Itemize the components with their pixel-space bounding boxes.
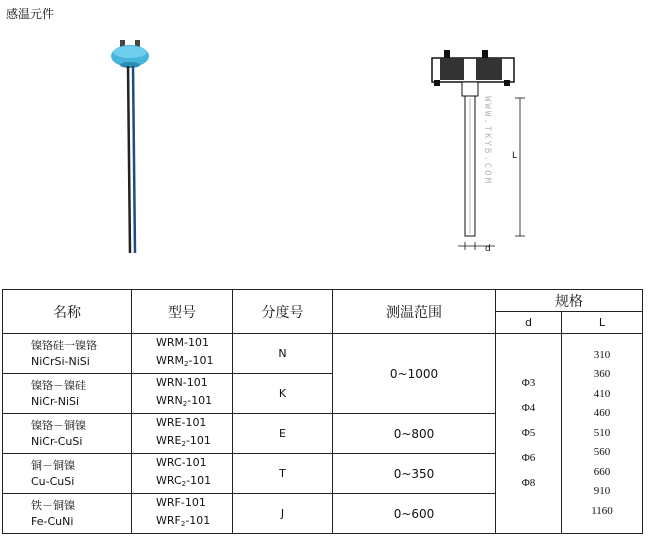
model-cell: WRN-101 $WRN_2-101$ <box>132 374 233 414</box>
name-cell: 镍铬硅一镍铬 NiCrSi-NiSi <box>3 334 132 374</box>
range-cell: 0~350 <box>333 454 496 494</box>
watermark: WWW.TKYB.COM <box>482 96 492 186</box>
grade-cell: T <box>233 454 333 494</box>
d-value: Φ8 <box>521 477 536 489</box>
dimension-label-L: L <box>512 151 518 161</box>
model-cell: WRC-101 $WRC_2-101$ <box>132 454 233 494</box>
d-values-cell <box>496 334 562 534</box>
name-cell: 铜－铜镍 Cu-CuSi <box>3 454 132 494</box>
L-value: 510 <box>593 426 611 439</box>
range-cell: 0~1000 <box>333 334 496 414</box>
range-cell: 0~800 <box>333 414 496 454</box>
L-value: 910 <box>593 485 611 498</box>
header-range: 测温范围 <box>333 290 496 334</box>
name-cell: 镍铬－镍硅 NiCr-NiSi <box>3 374 132 414</box>
d-value: Φ4 <box>521 402 536 414</box>
header-spec: 规格 <box>496 290 643 312</box>
L-value: 660 <box>593 465 611 478</box>
table-row <box>3 334 643 374</box>
name-cell: 铁－铜镍 Fe-CuNi <box>3 494 132 534</box>
d-value: Φ3 <box>521 377 536 389</box>
L-value: 410 <box>593 387 611 400</box>
grade-cell: N <box>233 334 333 374</box>
L-values-cell <box>562 334 643 534</box>
header-name: 名称 <box>3 290 132 334</box>
page-heading: 感温元件 <box>6 7 55 21</box>
L-value: 310 <box>593 348 611 361</box>
L-value: 460 <box>593 407 611 420</box>
model-cell: WRE-101 $WRE_2-101$ <box>132 414 233 454</box>
d-value: Φ6 <box>521 452 536 464</box>
range-cell: 0~600 <box>333 494 496 534</box>
name-cell: 镍铬－铜镍 NiCr-CuSi <box>3 414 132 454</box>
d-value: Φ5 <box>521 427 536 439</box>
model-cell: WRF-101 $WRF_2-101$ <box>132 494 233 534</box>
header-grade: 分度号 <box>233 290 333 334</box>
dimension-label-d: d <box>485 244 491 254</box>
L-value: 1160 <box>591 504 613 517</box>
header-d: d <box>496 312 562 334</box>
grade-cell: E <box>233 414 333 454</box>
L-value: 560 <box>593 446 611 459</box>
grade-cell: K <box>233 374 333 414</box>
specification-table <box>2 289 643 534</box>
header-L: L <box>562 312 643 334</box>
L-value: 360 <box>593 368 611 381</box>
grade-cell: J <box>233 494 333 534</box>
model-cell: WRM-101 $WRM_2-101$ <box>132 334 233 374</box>
header-model: 型号 <box>132 290 233 334</box>
thermocouple-photo <box>100 38 170 263</box>
